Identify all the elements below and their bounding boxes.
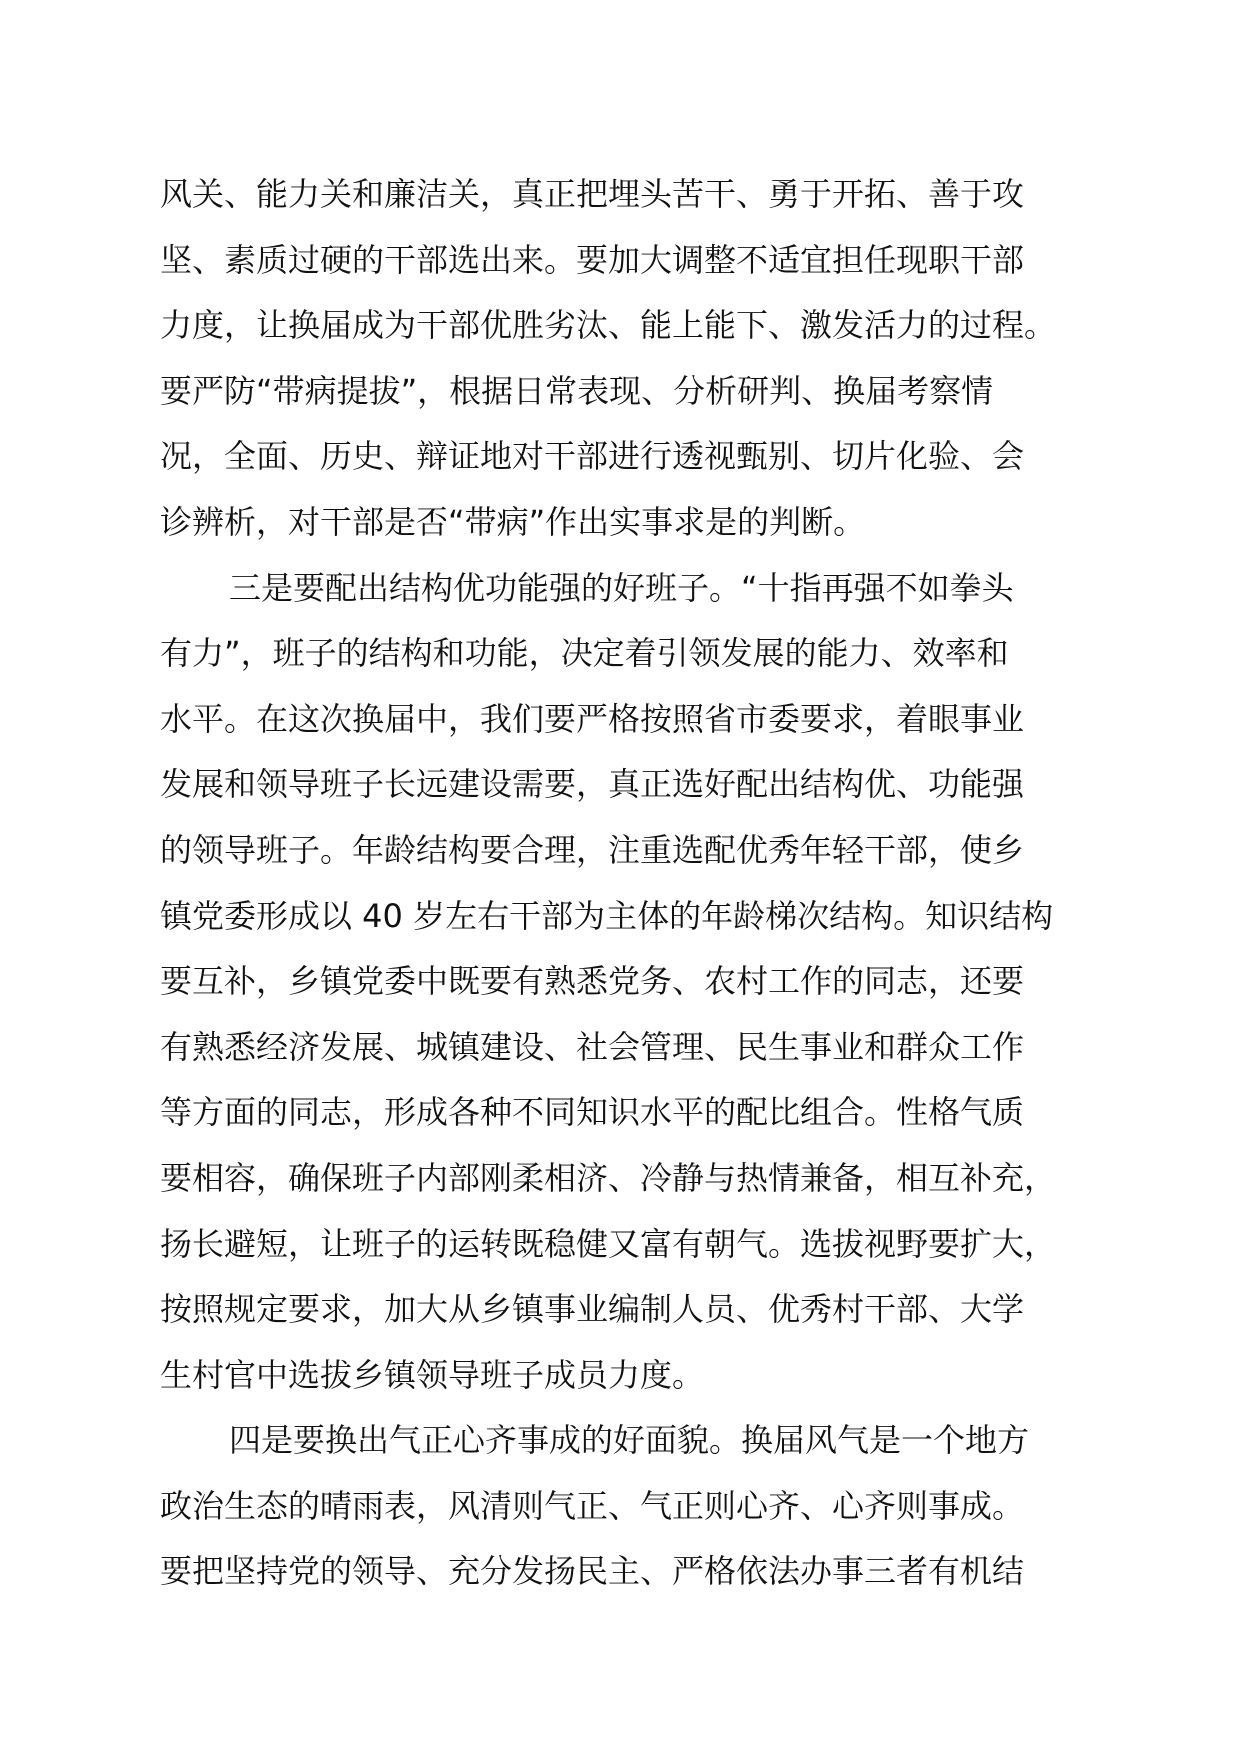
text-line: 要相容，确保班子内部刚柔相济、冷静与热情兼备，相互补充， bbox=[160, 1158, 1057, 1197]
text-line: 政治生态的晴雨表，风清则气正、气正则心齐、心齐则事成。 bbox=[160, 1486, 1025, 1525]
text-line: 镇党委形成以 40 岁左右干部为主体的年龄梯次结构。知识结构 bbox=[160, 896, 1054, 935]
text-line: 诊辨析，对干部是否“带病”作出实事求是的判断。 bbox=[160, 502, 866, 541]
text-line: 生村官中选拔乡镇领导班子成员力度。 bbox=[160, 1355, 705, 1394]
text-line: 风关、能力关和廉洁关，真正把埋头苦干、勇于开拓、善于攻 bbox=[160, 175, 1025, 213]
text-line: 发展和领导班子长远建设需要，真正选好配出结构优、功能强 bbox=[160, 765, 1025, 804]
paragraph-start-line: 四是要换出气正心齐事成的好面貌。换届风气是一个地方 bbox=[229, 1421, 1030, 1460]
text-line: 等方面的同志，形成各种不同知识水平的配比组合。性格气质 bbox=[160, 1093, 1025, 1132]
text-line: 有熟悉经济发展、城镇建设、社会管理、民生事业和群众工作 bbox=[160, 1027, 1025, 1066]
text-line: 有力”，班子的结构和功能，决定着引领发展的能力、效率和 bbox=[160, 634, 1009, 673]
text-line: 扬长避短，让班子的运转既稳健又富有朝气。选拔视野要扩大， bbox=[160, 1224, 1057, 1263]
text-line: 水平。在这次换届中，我们要严格按照省市委要求，着眼事业 bbox=[160, 699, 1025, 738]
text-line: 要严防“带病提拔”，根据日常表现、分析研判、换届考察情 bbox=[160, 371, 994, 410]
text-line: 按照规定要求，加大从乡镇事业编制人员、优秀村干部、大学 bbox=[160, 1290, 1025, 1329]
paragraph-start-line: 三是要配出结构优功能强的好班子。“十指再强不如拳头 bbox=[229, 568, 1014, 607]
text-line: 力度，让换届成为干部优胜劣汰、能上能下、激发活力的过程。 bbox=[160, 306, 1057, 345]
text-line: 的领导班子。年龄结构要合理，注重选配优秀年轻干部，使乡 bbox=[160, 830, 1025, 869]
text-line: 要把坚持党的领导、充分发扬民主、严格依法办事三者有机结 bbox=[160, 1552, 1025, 1591]
text-line: 要互补，乡镇党委中既要有熟悉党务、农村工作的同志，还要 bbox=[160, 962, 1025, 1001]
text-line: 况，全面、历史、辩证地对干部进行透视甄别、切片化验、会 bbox=[160, 437, 1025, 476]
text-line: 坚、素质过硬的干部选出来。要加大调整不适宜担任现职干部 bbox=[160, 240, 1025, 279]
body-text bbox=[160, 162, 1120, 1605]
